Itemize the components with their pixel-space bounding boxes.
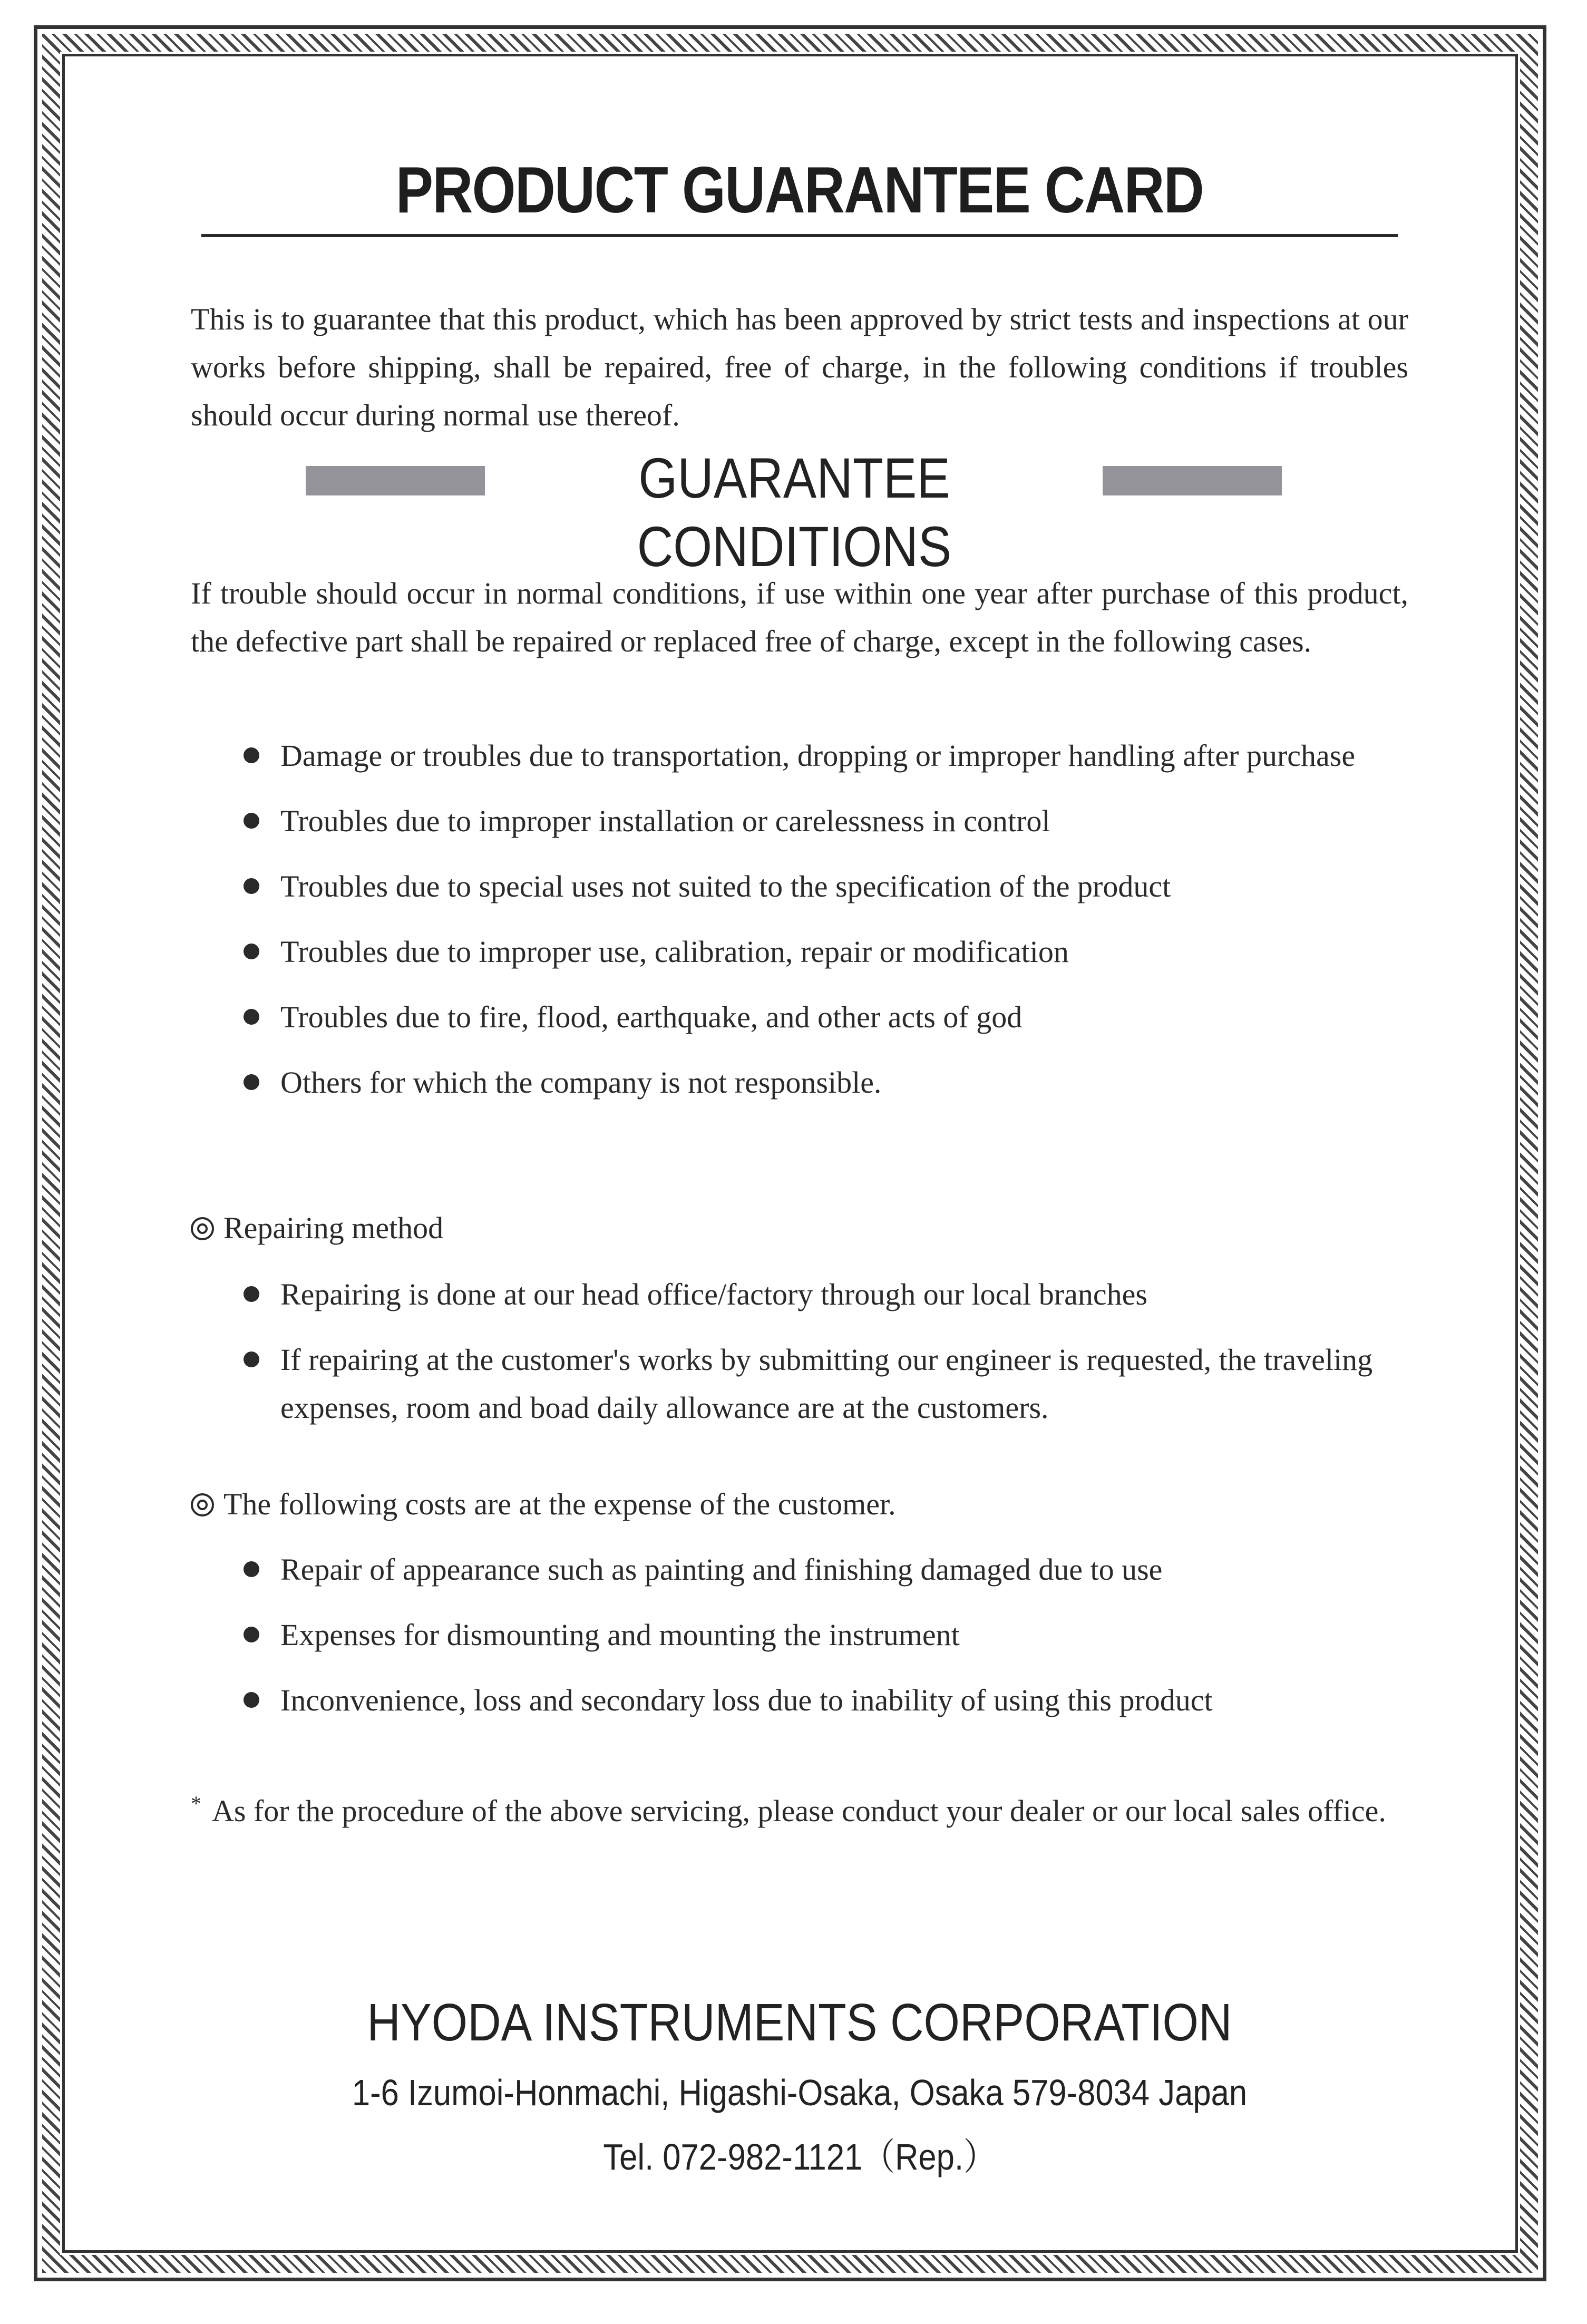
bullet-icon: [244, 1351, 259, 1367]
customer-costs-heading-text: The following costs are at the expense of the customer.: [223, 1487, 896, 1521]
list-item-text: Expenses for dismounting and mounting the instrument: [280, 1618, 960, 1652]
bullet-icon: [244, 1286, 259, 1302]
list-item-text: Inconvenience, loss and secondary loss due to inability of using this product: [280, 1683, 1213, 1717]
list-item-text: Others for which the company is not responsible.: [280, 1065, 882, 1100]
list-item-text: Repairing is done at our head office/factory through our local branches: [280, 1277, 1147, 1311]
conditions-paragraph: If trouble should occur in normal conditions, if use within one year after purchase of this product, the defective part shall be repaired or replaced free of charge, except in the following cases.: [191, 576, 1408, 658]
heading-bar-right: [1103, 466, 1282, 495]
list-item-text: Repair of appearance such as painting and finishing damaged due to use: [280, 1552, 1163, 1587]
list-item: [244, 797, 1408, 845]
double-circle-icon: [191, 1493, 214, 1516]
list-item: [244, 1676, 1408, 1724]
servicing-note-text: As for the procedure of the above servicing, please conduct your dealer or our local sales office.: [212, 1794, 1386, 1828]
bullet-icon: [244, 747, 259, 763]
list-item-text: Damage or troubles due to transportation, dropping or improper handling after purchase: [280, 738, 1356, 773]
bullet-icon: [244, 1627, 259, 1642]
list-item: [244, 862, 1408, 910]
list-item-text: Troubles due to special uses not suited to the specification of the product: [280, 869, 1171, 903]
servicing-note: [191, 1787, 1408, 1835]
list-item: [244, 1270, 1408, 1318]
list-item-text: Troubles due to fire, flood, earthquake, and other acts of god: [280, 1000, 1023, 1034]
customer-costs-list: [244, 1545, 1408, 1742]
intro-paragraph: This is to guarantee that this product, which has been approved by strict tests and inspections at our works before shipping, shall be repaired, free of charge, in the following conditions if troubles should occur during normal use thereof.: [191, 302, 1408, 432]
bullet-icon: [244, 813, 259, 829]
exclusions-list: [244, 732, 1408, 1124]
list-item: [244, 993, 1408, 1041]
customer-costs-heading: [191, 1480, 896, 1528]
bullet-icon: [244, 944, 259, 959]
list-item-text: If repairing at the customer's works by submitting our engineer is requested, the traveling expenses, room and boad daily allowance are at the customers.: [280, 1343, 1373, 1425]
company-name: HYODA INSTRUMENTS CORPORATION: [367, 1993, 1232, 2052]
bullet-icon: [244, 878, 259, 894]
conditions-heading-text: GUARANTEE CONDITIONS: [637, 446, 952, 578]
company-telephone: Tel. 072-982-1121（Rep.）: [603, 2136, 996, 2177]
page-title: PRODUCT GUARANTEE CARD: [395, 154, 1204, 227]
list-item-text: Troubles due to improper installation or carelessness in control: [280, 804, 1050, 838]
conditions-heading: [191, 444, 1408, 578]
list-item: [244, 732, 1408, 780]
list-item: [244, 1058, 1408, 1106]
bullet-icon: [244, 1074, 259, 1090]
repairing-method-heading-text: Repairing method: [223, 1211, 444, 1245]
company-address: 1-6 Izumoi-Honmachi, Higashi-Osaka, Osaka 579-8034 Japan: [352, 2072, 1248, 2113]
list-item: [244, 1611, 1408, 1659]
list-item-text: Troubles due to improper use, calibration, repair or modification: [280, 935, 1069, 969]
bullet-icon: [244, 1561, 259, 1577]
heading-bar-left: [306, 466, 485, 495]
list-item: [244, 1336, 1408, 1432]
bullet-icon: [244, 1692, 259, 1708]
title-underline: [201, 234, 1398, 237]
list-item: [244, 1545, 1408, 1593]
list-item: [244, 928, 1408, 976]
asterisk-marker: *: [191, 1792, 201, 1815]
double-circle-icon: [191, 1217, 214, 1240]
repairing-list: [244, 1270, 1408, 1449]
bullet-icon: [244, 1009, 259, 1025]
repairing-method-heading: [191, 1204, 443, 1252]
